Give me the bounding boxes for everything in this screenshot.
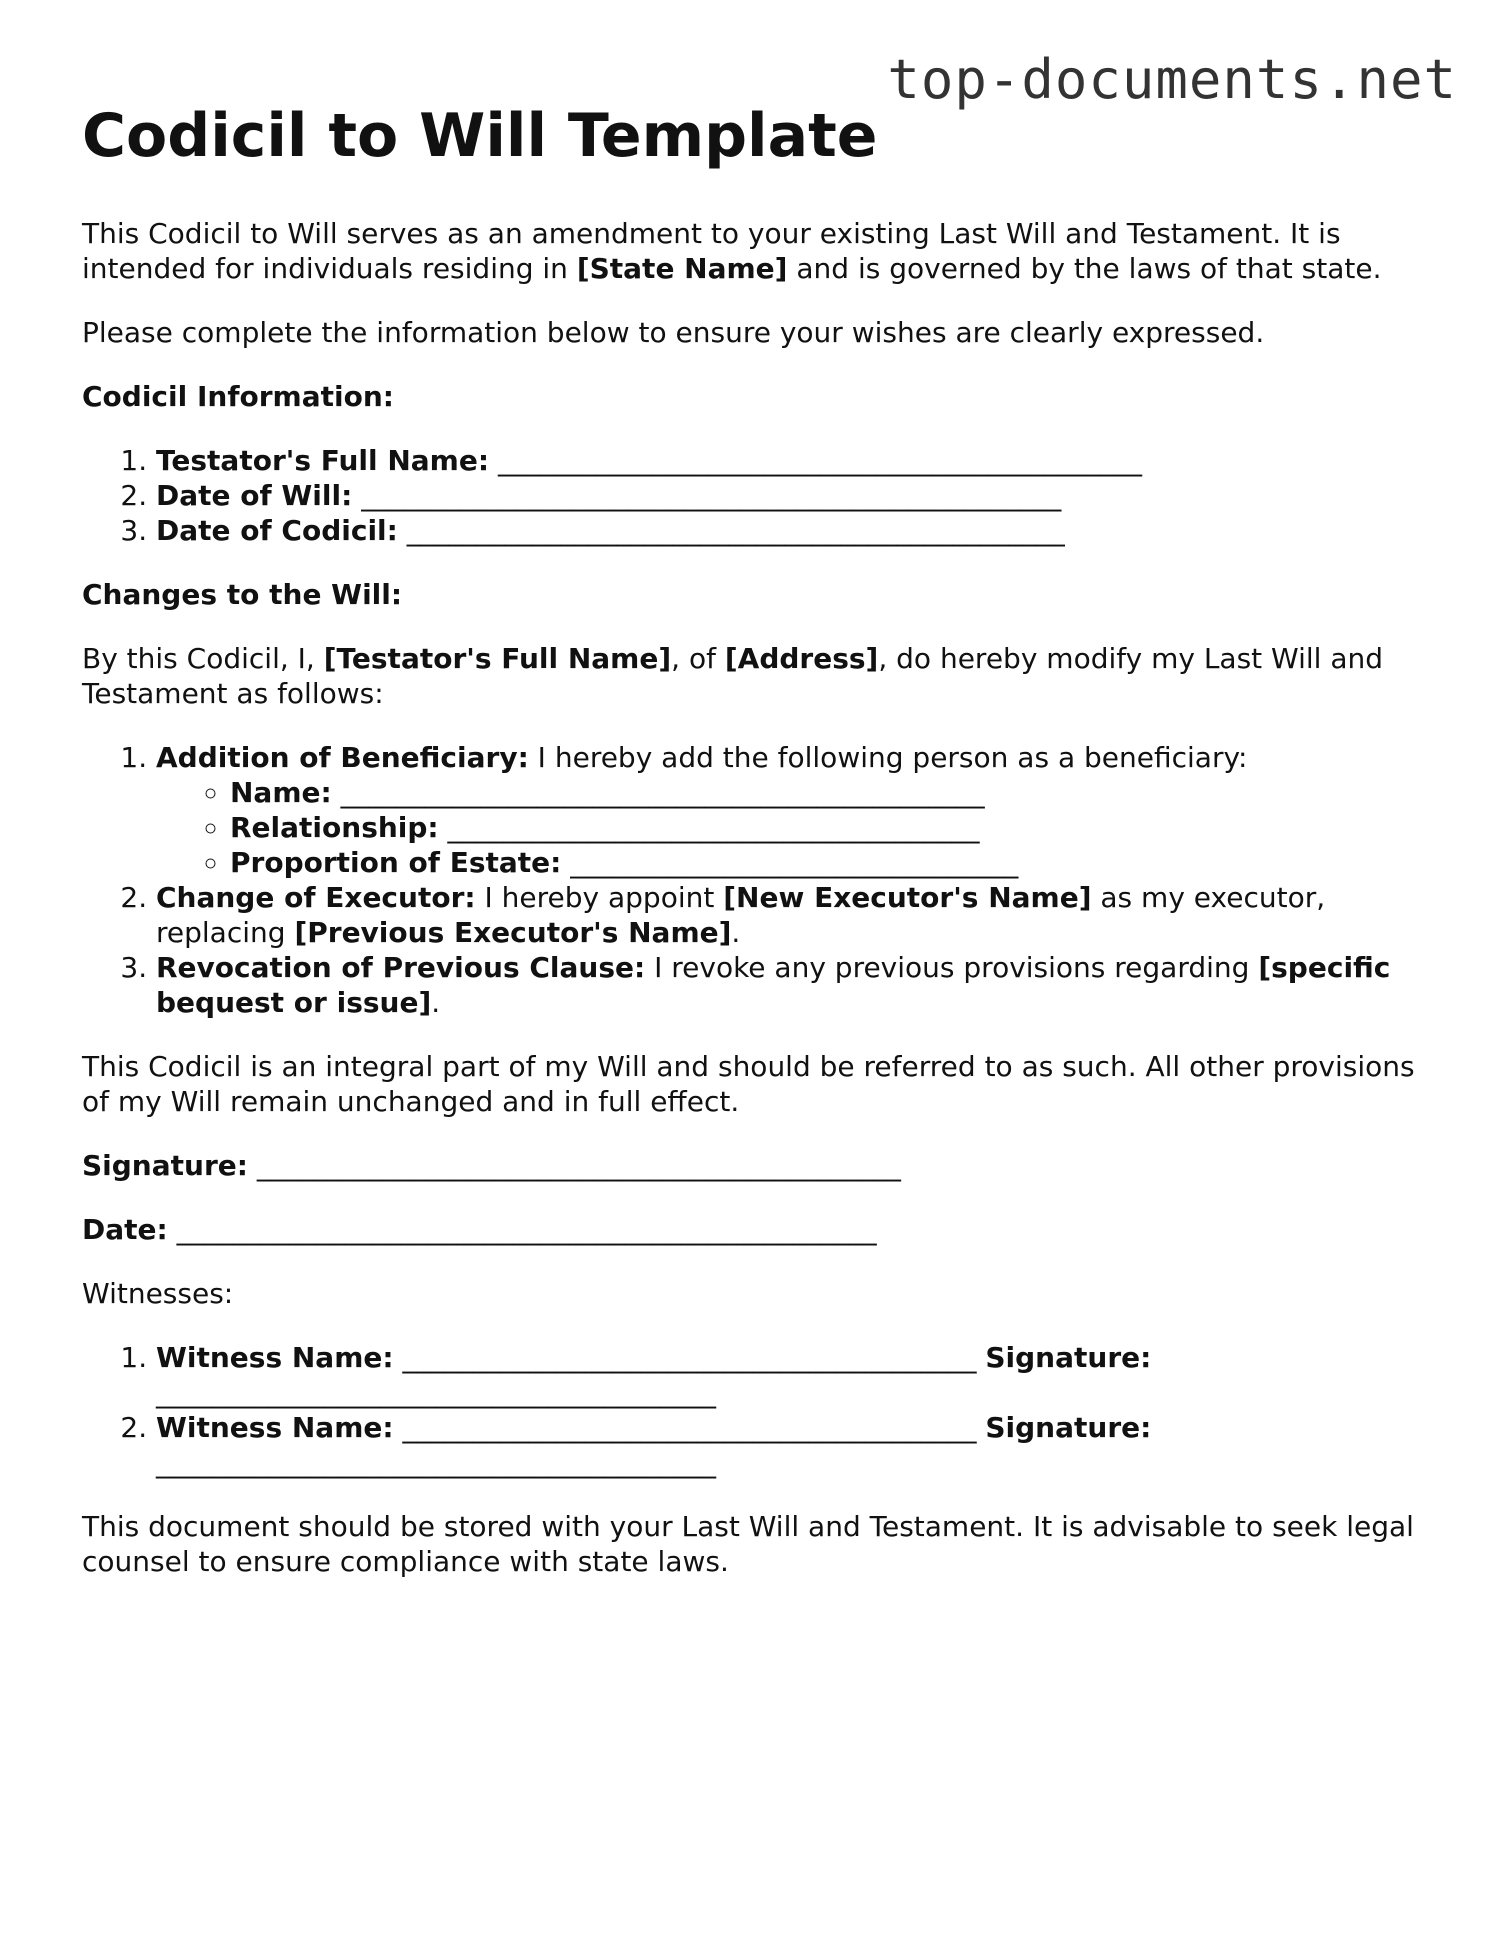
changes-text-b: , of <box>671 642 725 675</box>
changes-heading: Changes to the Will: <box>82 578 403 611</box>
testator-name-label: Testator's Full Name: <box>156 444 490 477</box>
list-item <box>156 740 1422 880</box>
intro-paragraph <box>82 216 1422 286</box>
list-item <box>156 880 1422 950</box>
addition-beneficiary-label: Addition of Beneficiary: <box>156 741 529 774</box>
proportion-label: Proportion of Estate: <box>230 846 562 879</box>
date-line <box>82 1212 1422 1247</box>
new-executor-placeholder: [New Executor's Name] <box>723 881 1092 914</box>
document-body <box>82 100 1422 1608</box>
page-title: Codicil to Will Template <box>82 101 878 171</box>
list-item <box>156 478 1422 513</box>
codicil-info-heading: Codicil Information: <box>82 380 394 413</box>
revocation-text-a: I revoke any previous provisions regarding <box>645 951 1259 984</box>
instruction-paragraph: Please complete the information below to ensure your wishes are clearly expressed. <box>82 316 1265 349</box>
list-item <box>156 443 1422 478</box>
date-label: Date: <box>82 1213 168 1246</box>
changes-text-c: , do hereby modify my Last Will and Testament as follows: <box>82 642 1384 710</box>
relationship-blank[interactable]: ______________________________________ <box>447 811 980 844</box>
changes-paragraph <box>82 641 1422 711</box>
witness-name-blank[interactable]: _________________________________________ <box>402 1341 977 1374</box>
address-placeholder: [Address] <box>724 642 879 675</box>
changes-list <box>82 740 1422 1020</box>
revocation-text-b: . <box>431 986 441 1019</box>
witness-signature-blank[interactable]: ________________________________________ <box>156 1446 716 1479</box>
signature-blank[interactable]: ______________________________________________ <box>256 1149 901 1182</box>
date-of-codicil-label: Date of Codicil: <box>156 514 398 547</box>
witnesses-heading: Witnesses: <box>82 1277 234 1310</box>
date-blank[interactable]: __________________________________________________ <box>176 1213 877 1246</box>
date-of-will-blank[interactable]: __________________________________________________ <box>361 479 1062 512</box>
beneficiary-sublist <box>156 775 1422 880</box>
beneficiary-name-blank[interactable]: ______________________________________________ <box>340 776 985 809</box>
signature-line <box>82 1148 1422 1183</box>
integral-paragraph: This Codicil is an integral part of my Will and should be referred to as such. All other provisions of my Will remain unchanged and in full effect. <box>82 1050 1415 1118</box>
date-of-will-label: Date of Will: <box>156 479 353 512</box>
list-item <box>156 1340 1422 1410</box>
beneficiary-name-label: Name: <box>230 776 332 809</box>
witness-signature-label: Signature: <box>985 1411 1152 1444</box>
sub-list-item <box>230 845 1422 880</box>
list-item <box>156 1410 1422 1480</box>
previous-executor-placeholder: [Previous Executor's Name] <box>294 916 732 949</box>
sub-list-item <box>230 775 1422 810</box>
signature-label: Signature: <box>82 1149 248 1182</box>
footer-paragraph: This document should be stored with your Last Will and Testament. It is advisable to seek legal counsel to ensure compliance with state laws. <box>82 1510 1414 1578</box>
testator-name-placeholder: [Testator's Full Name] <box>323 642 672 675</box>
change-executor-label: Change of Executor: <box>156 881 476 914</box>
date-of-codicil-blank[interactable]: _______________________________________________ <box>406 514 1065 547</box>
list-item <box>156 513 1422 548</box>
change-executor-text-c: . <box>731 916 741 949</box>
state-placeholder: [State Name] <box>576 252 788 285</box>
list-item <box>156 950 1422 1020</box>
witness-list <box>82 1340 1422 1480</box>
witness-signature-label: Signature: <box>985 1341 1152 1374</box>
proportion-blank[interactable]: ________________________________ <box>570 846 1019 879</box>
revocation-label: Revocation of Previous Clause: <box>156 951 646 984</box>
intro-text-b: and is governed by the laws of that state. <box>787 252 1382 285</box>
witness-signature-blank[interactable]: ________________________________________ <box>156 1376 716 1409</box>
testator-name-blank[interactable]: ______________________________________________ <box>497 444 1142 477</box>
codicil-info-list <box>82 443 1422 548</box>
addition-beneficiary-text: I hereby add the following person as a beneficiary: <box>528 741 1248 774</box>
relationship-label: Relationship: <box>230 811 439 844</box>
specific-bequest-placeholder: [specific bequest or issue] <box>156 951 1391 1019</box>
witness-name-label: Witness Name: <box>156 1341 394 1374</box>
change-executor-text-a: I hereby appoint <box>475 881 724 914</box>
change-executor-text-b: as my executor, replacing <box>156 881 1326 949</box>
changes-text-a: By this Codicil, I, <box>82 642 324 675</box>
witness-name-label: Witness Name: <box>156 1411 394 1444</box>
intro-text-a: This Codicil to Will serves as an amendment to your existing Last Will and Testament. It is intended for individuals residing in <box>82 217 1341 285</box>
sub-list-item <box>230 810 1422 845</box>
witness-name-blank[interactable]: _________________________________________ <box>402 1411 977 1444</box>
site-watermark: top-documents.net <box>887 48 1457 111</box>
